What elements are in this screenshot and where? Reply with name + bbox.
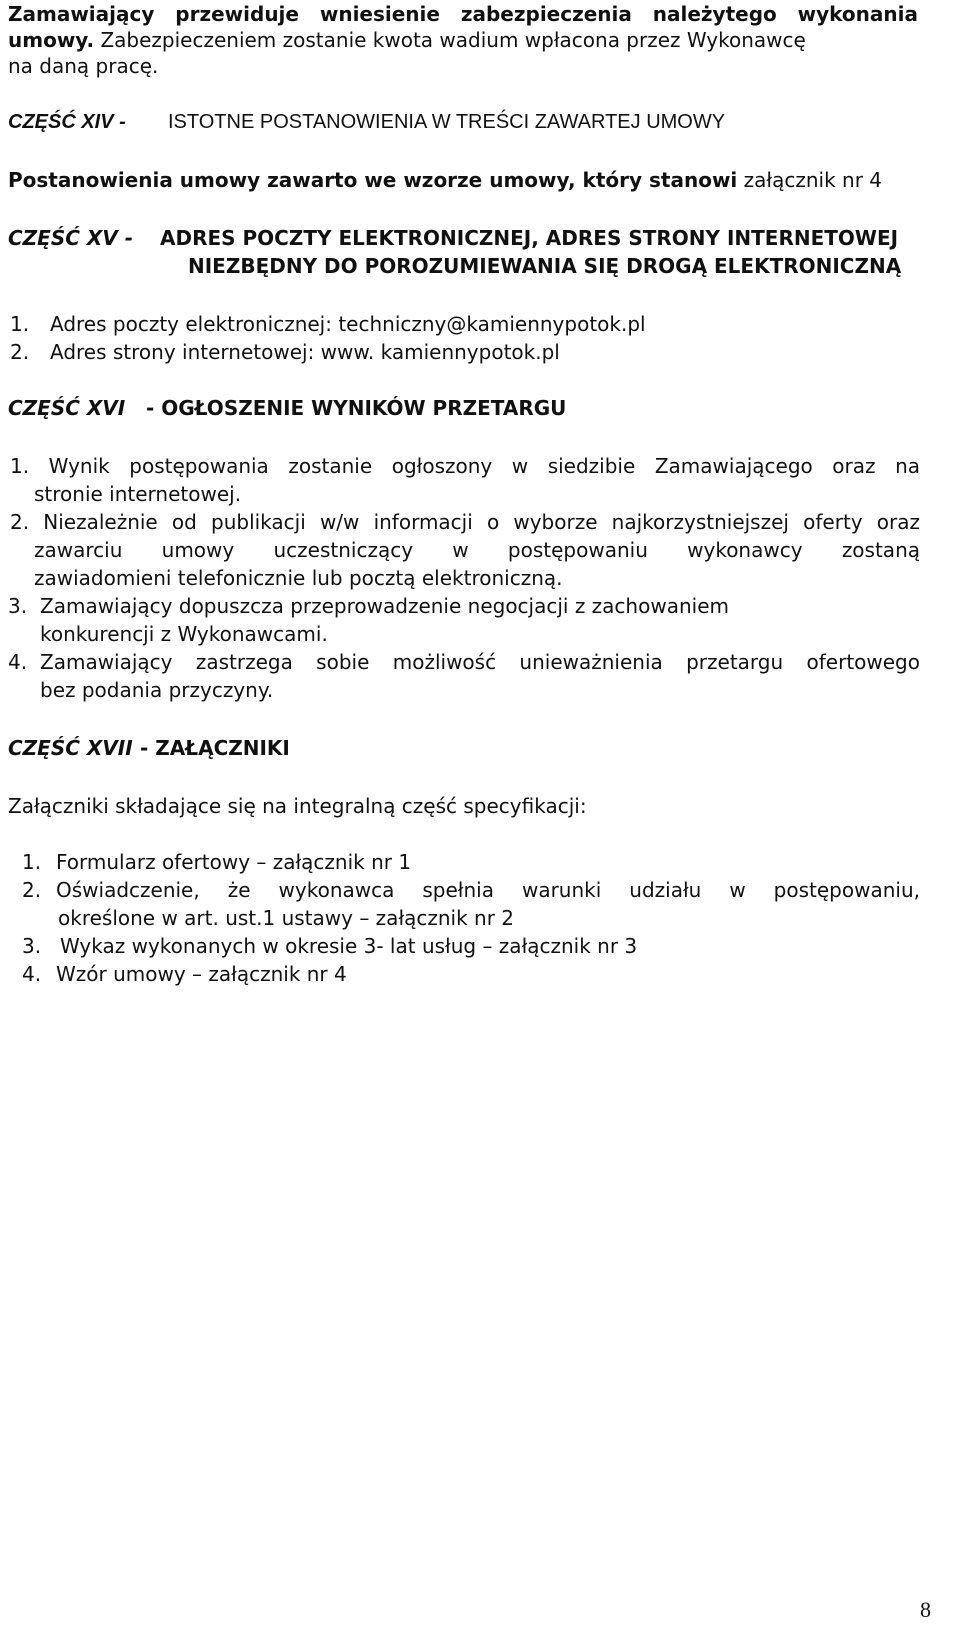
website-address: Adres strony internetowej: www. kamiennypotok.pl (50, 340, 560, 364)
section-16-item-2-line-2: zawarciu umowy uczestniczący w postępowaniu wykonawcy zostaną (34, 538, 920, 562)
section-16-item-3-line-2: konkurencji z Wykonawcami. (40, 622, 328, 646)
section-14-label: CZĘŚĆ XIV - (8, 111, 126, 133)
attachment-item-2-line-2: określone w art. ust.1 ustawy – załącznik nr 2 (58, 906, 515, 930)
section-15-label: CZĘŚĆ XV - (8, 226, 134, 250)
list-item-text: Oświadczenie, że wykonawca spełnia warunki udziału w postępowaniu, (56, 878, 920, 902)
section-16-item-4-line-1 (8, 648, 920, 676)
section-17-label: CZĘŚĆ XVII (8, 736, 133, 760)
section-17-intro: Załączniki składające się na integralną część specyfikacji: (8, 794, 587, 818)
section-16-label: CZĘŚĆ XVI (8, 396, 126, 420)
list-number: 4. (8, 650, 28, 674)
section-15-item-2 (10, 338, 560, 366)
list-number: 1. (22, 850, 42, 874)
list-item-text: Wynik postępowania zostanie ogłoszony w siedzibie Zamawiającego oraz na (48, 454, 920, 478)
section-15-title-line-2: NIEZBĘDNY DO POROZUMIEWANIA SIĘ DROGĄ ELEKTRONICZNĄ (188, 254, 902, 278)
list-number: 4. (22, 962, 42, 986)
section-16-item-3-line-1 (8, 592, 729, 620)
section-16-item-1-line-2: stronie internetowej. (34, 482, 242, 506)
attachment-item-1 (22, 848, 411, 876)
section-16-item-4-line-2: bez podania przyczyny. (40, 678, 274, 702)
section-16-item-2-line-3: zawiadomieni telefonicznie lub pocztą elektroniczną. (34, 566, 563, 590)
intro-line-2-bold: umowy. (8, 28, 95, 52)
list-number: 3. (8, 594, 28, 618)
section-16-item-2-line-1 (10, 508, 920, 536)
section-16-title: - OGŁOSZENIE WYNIKÓW PRZETARGU (146, 396, 567, 420)
section-15-item-1 (10, 310, 646, 338)
email-address: Adres poczty elektronicznej: techniczny@kamiennypotok.pl (50, 312, 646, 336)
list-number: 1. (10, 312, 30, 336)
section-14-body-bold: Postanowienia umowy zawarto we wzorze umowy, który stanowi (8, 168, 738, 192)
list-number: 3. (22, 934, 42, 958)
intro-line-2 (8, 26, 918, 54)
section-16-item-1-line-1 (10, 452, 920, 480)
intro-line-3: na daną pracę. (8, 54, 159, 78)
list-number: 2. (22, 878, 42, 902)
intro-line-2-rest: Zabezpieczeniem zostanie kwota wadium wpłacona przez Wykonawcę (94, 28, 806, 52)
attachment-item-4 (22, 960, 347, 988)
section-14-body (8, 166, 882, 194)
list-item-text: Formularz ofertowy – załącznik nr 1 (56, 850, 412, 874)
attachment-item-3 (22, 932, 637, 960)
intro-line-1: Zamawiający przewiduje wniesienie zabezpieczenia należytego wykonania (8, 2, 918, 26)
attachment-item-2-line-1 (22, 876, 920, 904)
list-number: 1. (10, 454, 30, 478)
list-item-text: Zamawiający zastrzega sobie możliwość unieważnienia przetargu ofertowego (40, 650, 920, 674)
list-item-text: Wzór umowy – załącznik nr 4 (56, 962, 347, 986)
list-item-text: Zamawiający dopuszcza przeprowadzenie negocjacji z zachowaniem (40, 594, 729, 618)
section-17-title: - ZAŁĄCZNIKI (140, 736, 290, 760)
section-14-title: ISTOTNE POSTANOWIENIA W TREŚCI ZAWARTEJ UMOWY (168, 111, 726, 133)
list-item-text: Niezależnie od publikacji w/w informacji o wyborze najkorzystniejszej oferty oraz (43, 510, 920, 534)
page-number: 8 (920, 1597, 931, 1622)
list-number: 2. (10, 340, 30, 364)
list-item-text: Wykaz wykonanych w okresie 3- lat usług – załącznik nr 3 (60, 934, 638, 958)
section-15-title-line-1: ADRES POCZTY ELEKTRONICZNEJ, ADRES STRONY INTERNETOWEJ (160, 226, 899, 250)
section-14-body-rest: załącznik nr 4 (737, 168, 882, 192)
list-number: 2. (10, 510, 30, 534)
